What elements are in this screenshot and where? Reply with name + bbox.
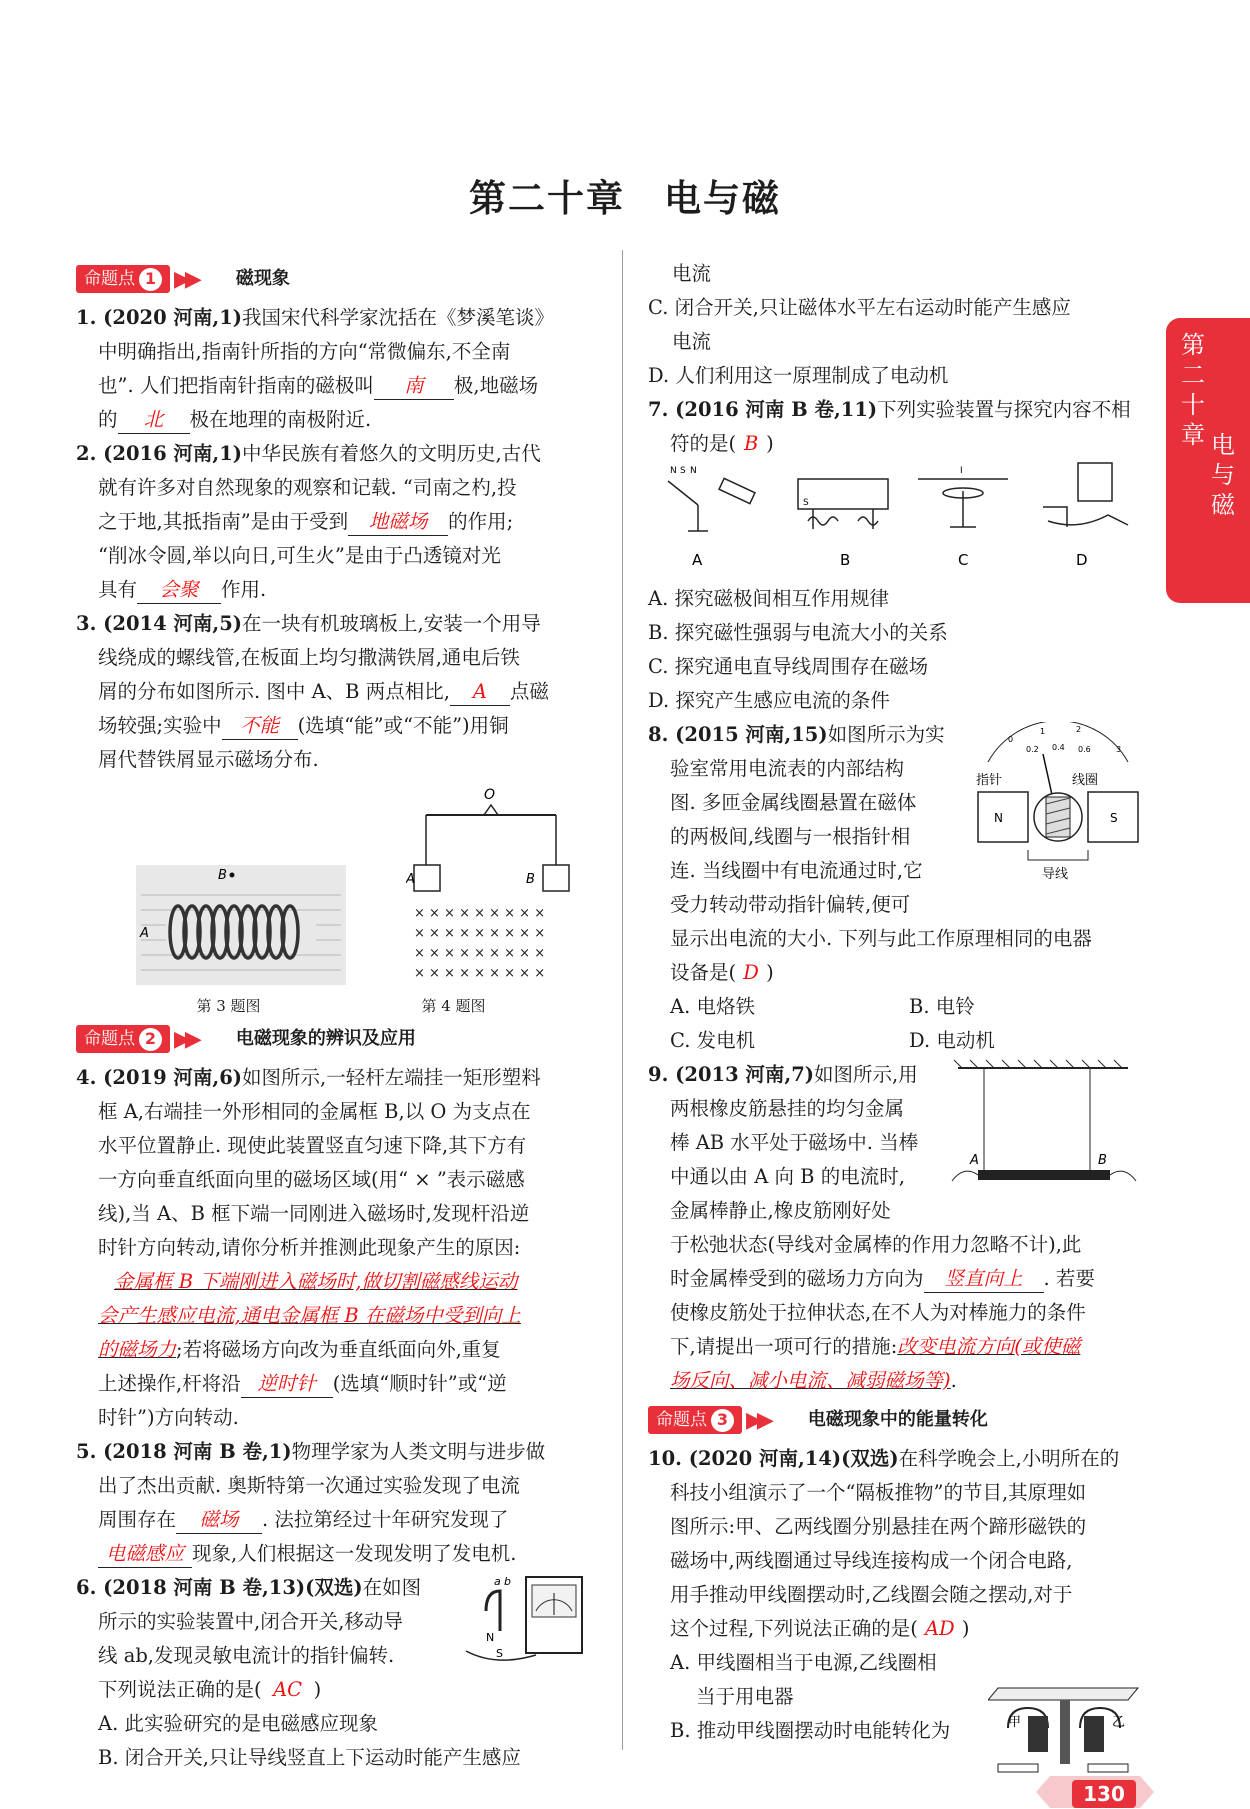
question-text: 屑的分布如图所示. 图中 A、B 两点相比, (98, 680, 450, 703)
option-b-continued: 电流 (672, 262, 712, 285)
question-source: 9. (2013 河南,7) (648, 1063, 815, 1086)
option-c: C. 闭合开关,只让磁体水平左右运动时能产生感应 (648, 296, 1071, 319)
question-text: 具有 (98, 578, 138, 601)
key-point-tag (76, 1025, 170, 1053)
rod-end-a-label: A (970, 1153, 979, 1168)
page-number: 130 (1072, 1780, 1136, 1808)
double-arrow-icon: ▶▶ (174, 266, 196, 292)
option-a-continued: 当于用电器 (696, 1685, 794, 1708)
svg-text:I: I (960, 466, 963, 476)
option-b: B. 推动甲线圈摆动时电能转化为 (670, 1719, 951, 1742)
question-6 (76, 1571, 606, 1775)
svg-text:a: a (494, 1575, 501, 1588)
question-text: 中华民族有着悠久的文明历史,古代 (242, 442, 541, 465)
question-text: 框 A,右端挂一外形相同的金属框 B,以 O 为支点在 (98, 1100, 531, 1123)
question-text: 作用. (221, 578, 267, 601)
svg-text:S: S (496, 1647, 503, 1660)
figure-label-d: D (1076, 551, 1088, 569)
answer-blank: 电磁感应 (98, 1541, 192, 1568)
key-point-number: 1 (139, 268, 162, 291)
key-point-number: 2 (139, 1028, 162, 1051)
right-column (648, 257, 1160, 1748)
side-tab-char: 第 (1181, 331, 1205, 359)
question-text: 的两极间,线圈与一根指针相 (670, 825, 911, 848)
question-text: 如图所示,一轻杆左端挂一矩形塑料 (242, 1066, 541, 1089)
question-source: 4. (2019 河南,6) (76, 1066, 243, 1089)
question-10 (648, 1442, 1160, 1748)
question-text: 现象,人们根据这一发现发明了发电机. (192, 1542, 517, 1565)
answer-blank: 逆时针 (241, 1371, 333, 1398)
question-text: 时针”)方向转动. (98, 1406, 239, 1429)
option-c-continued: 电流 (672, 330, 712, 353)
question-text: 中明确指出,指南针所指的方向“常微偏东,不全南 (98, 340, 511, 363)
answer-blank: 竖直向上 (924, 1266, 1044, 1293)
question-text: 物理学家为人类文明与进步做 (291, 1440, 546, 1463)
solenoid-iron-filings-figure (136, 865, 346, 985)
question-8 (648, 718, 1160, 1058)
north-pole-label: N (994, 811, 1003, 825)
question-7 (648, 393, 1160, 718)
side-tab-char: 二 (1181, 361, 1205, 389)
answer-text: 改变电流方向(或使磁 (897, 1335, 1081, 1358)
question-text: ) (766, 961, 774, 984)
question-text: 上述操作,杆将沿 (98, 1372, 241, 1395)
question-text: 我国宋代科学家沈括在《梦溪笔谈》 (242, 306, 555, 329)
question-text: 所示的实验装置中,闭合开关,移动导 (98, 1610, 403, 1633)
question-text: 线绕成的螺线管,在板面上均匀撒满铁屑,通电后铁 (98, 646, 520, 669)
question-text: 点磁 (509, 680, 549, 703)
answer-blank: 磁场 (176, 1507, 262, 1534)
question-text: . 法拉第经过十年研究发现了 (262, 1508, 509, 1531)
svg-text:S: S (680, 466, 686, 476)
south-pole-label: S (1110, 811, 1118, 825)
question-text: 一方向垂直纸面向里的磁场区域(用“ × ”表示磁感 (98, 1168, 525, 1191)
question-text: “削冰令圆,举以向日,可生火”是由于凸透镜对光 (98, 544, 501, 567)
question-text: ) (961, 1617, 970, 1640)
experiment-options-figure (648, 461, 1148, 571)
question-tag: (双选) (305, 1576, 363, 1599)
svg-text:× × × × × × × × ×: × × × × × × × × × (414, 906, 546, 921)
question-text: ;若将磁场方向改为垂直纸面向外,重复 (176, 1338, 501, 1361)
option-d: D. 电动机 (909, 1029, 995, 1052)
question-text: . (950, 1369, 957, 1392)
left-column (76, 257, 606, 1775)
option-c: C. 发电机 (670, 1029, 756, 1052)
frame-a-label: A (406, 872, 415, 887)
options-grid (648, 990, 1160, 1058)
question-source: 7. (2016 河南 B 卷,11) (648, 398, 878, 421)
wire-label: 导线 (1042, 867, 1069, 882)
svg-text:× × × × × × × × ×: × × × × × × × × × (414, 926, 546, 941)
question-text: 极在地理的南极附近. (189, 408, 372, 431)
question-text: 图所示:甲、乙两线圈分别悬挂在两个蹄形磁铁的 (670, 1515, 1087, 1538)
frame-b-label: B (526, 872, 535, 887)
key-point-2-header (76, 1021, 606, 1057)
pivot-o-label: O (484, 787, 496, 803)
question-text: 场较强;实验中 (98, 714, 222, 737)
question-text: 下,请提出一项可行的措施: (670, 1335, 898, 1358)
svg-text:S: S (803, 498, 809, 508)
question-text: 符的是( (670, 432, 737, 455)
key-point-label: 命题点 (84, 1029, 135, 1049)
svg-text:N: N (690, 466, 697, 476)
question-text: 如图所示,用 (814, 1063, 918, 1086)
question-text: ) (766, 432, 774, 455)
question-source: 5. (2018 河南 B 卷,1) (76, 1440, 292, 1463)
question-text: 下列说法正确的是( (98, 1678, 262, 1701)
key-point-name: 电磁现象中的能量转化 (807, 1409, 988, 1430)
question-text: 极,地磁场 (453, 374, 539, 397)
question-text: 周围存在 (98, 1508, 177, 1531)
key-point-label: 命题点 (84, 269, 135, 289)
question-3 (76, 607, 606, 777)
answer-blank: 会聚 (137, 577, 221, 604)
option-c: C. 探究通电直导线周围存在磁场 (648, 655, 929, 678)
figure-3-caption: 第 3 题图 (196, 997, 261, 1015)
question-text: 时金属棒受到的磁场力方向为 (670, 1267, 924, 1290)
svg-text:1: 1 (1040, 727, 1046, 736)
question-text: 在一块有机玻璃板上,安装一个用导 (242, 612, 541, 635)
answer-text: 会产生感应电流,通电金属框 B 在磁场中受到向上 (98, 1304, 521, 1327)
option-a: A. 电烙铁 (670, 995, 755, 1018)
question-text: 水平位置静止. 现使此装置竖直匀速下降,其下方有 (98, 1134, 527, 1157)
option-d: D. 人们利用这一原理制成了电动机 (648, 364, 949, 387)
question-text: 出了杰出贡献. 奥斯特第一次通过实验发现了电流 (98, 1474, 520, 1497)
figure-4-caption: 第 4 题图 (421, 997, 486, 1015)
question-source: 10. (2020 河南,14) (648, 1447, 842, 1470)
question-text: 金属棒静止,橡皮筋刚好处 (670, 1199, 891, 1222)
question-source: 3. (2014 河南,5) (76, 612, 243, 635)
option-a: A. 此实验研究的是电磁感应现象 (98, 1712, 378, 1735)
question-text: 在科学晚会上,小明所在的 (898, 1447, 1120, 1470)
side-tab-chapter-column (1181, 330, 1205, 591)
side-tab-topic-column (1211, 330, 1235, 591)
answer-blank: 地磁场 (348, 509, 448, 536)
svg-text:2: 2 (1076, 725, 1082, 734)
answer-blank: 不能 (222, 713, 298, 740)
ammeter-structure-figure (968, 722, 1148, 882)
side-tab-char: 十 (1181, 391, 1205, 419)
question-source: 6. (2018 河南 B 卷,13) (76, 1576, 306, 1599)
question-text: 磁场中,两线圈通过导线连接构成一个闭合电路, (670, 1549, 1073, 1572)
question-5 (76, 1435, 606, 1571)
key-point-tag (76, 265, 170, 293)
question-text: 线 ab,发现灵敏电流计的指针偏转. (98, 1644, 395, 1667)
question-text: 的作用; (448, 510, 514, 533)
question-text: 棒 AB 水平处于磁场中. 当棒 (670, 1131, 919, 1154)
question-text: 图. 多匝金属线圈悬置在磁体 (670, 791, 917, 814)
suspended-rod-figure (948, 1058, 1138, 1198)
figures-3-4 (76, 777, 606, 995)
question-text: 显示出电流的大小. 下列与此工作原理相同的电器 (670, 927, 1092, 950)
question-text: 连. 当线圈中有电流通过时,它 (670, 859, 923, 882)
answer-text: 场反向、减小电流、减弱磁场等) (670, 1369, 951, 1392)
question-text: 时针方向转动,请你分析并推测此现象产生的原因: (98, 1236, 521, 1259)
question-tag: (双选) (841, 1447, 899, 1470)
question-text: 科技小组演示了一个“隔板推物”的节目,其原理如 (670, 1481, 1087, 1504)
coil-yi-label: 乙 (1112, 1715, 1126, 1730)
question-text: 在如图 (362, 1576, 422, 1599)
figure-label-a: A (692, 551, 703, 569)
answer-blank: 南 (374, 373, 454, 400)
question-text: 使橡皮筋处于拉伸状态,在不人为对棒施力的条件 (670, 1301, 1086, 1324)
question-text: 受力转动带动指针偏转,便可 (670, 893, 911, 916)
key-point-3-header (648, 1402, 1160, 1438)
question-1 (76, 301, 606, 437)
question-4 (76, 1061, 606, 1435)
pointer-label: 指针 (976, 773, 1003, 788)
answer-choice: AC (273, 1678, 303, 1701)
svg-text:× × × × × × × × ×: × × × × × × × × × (414, 946, 546, 961)
point-a-label: A (140, 926, 149, 941)
option-b: B. 电铃 (909, 995, 975, 1018)
lever-frames-field-figure (406, 785, 576, 995)
svg-text:× × × × × × × × ×: × × × × × × × × × (414, 966, 546, 981)
question-9 (648, 1058, 1160, 1398)
chapter-side-tab (1166, 318, 1250, 603)
question-text: 下列实验装置与探究内容不相 (877, 398, 1131, 421)
question-text: 中通以由 A 向 B 的电流时, (670, 1165, 905, 1188)
key-point-1-header (76, 261, 606, 297)
option-b: B. 闭合开关,只让导线竖直上下运动时能产生感应 (98, 1746, 521, 1769)
side-tab-char: 与 (1211, 461, 1235, 489)
question-2 (76, 437, 606, 607)
key-point-label: 命题点 (656, 1410, 707, 1430)
side-tab-char: 电 (1211, 431, 1235, 459)
column-divider (622, 250, 623, 1750)
side-tab-char: 磁 (1211, 491, 1235, 519)
question-source: 8. (2015 河南,15) (648, 723, 828, 746)
answer-blank: 北 (118, 407, 190, 434)
question-text: 用手推动甲线圈摆动时,乙线圈会随之摆动,对于 (670, 1583, 1073, 1606)
chapter-title: 第二十章 电与磁 (469, 177, 781, 220)
point-b-label: B (218, 868, 227, 883)
coil-jia-label: 甲 (1008, 1715, 1022, 1730)
question-6-continued (648, 257, 1160, 393)
question-text: 设备是( (670, 961, 737, 984)
side-tab-char: 章 (1181, 421, 1205, 449)
question-source: 1. (2020 河南,1) (76, 306, 243, 329)
question-text: (选填“能”或“不能”)用铜 (297, 714, 509, 737)
svg-text:0.4: 0.4 (1052, 743, 1065, 752)
question-text: 验室常用电流表的内部结构 (670, 757, 905, 780)
induction-experiment-figure (456, 1571, 586, 1667)
option-b: B. 探究磁性强弱与电流大小的关系 (648, 621, 948, 644)
svg-text:N: N (486, 1631, 495, 1644)
svg-text:0.2: 0.2 (1026, 745, 1039, 754)
svg-text:0.6: 0.6 (1078, 745, 1091, 754)
question-text: 之于地,其抵指南”是由于受到 (98, 510, 349, 533)
question-text: 的 (98, 408, 118, 431)
figure-label-b: B (840, 551, 851, 569)
key-point-name: 电磁现象的辨识及应用 (235, 1028, 416, 1049)
svg-text:N: N (670, 466, 677, 476)
option-a: A. 甲线圈相当于电源,乙线圈相 (670, 1651, 937, 1674)
answer-text: 的磁场力 (98, 1338, 177, 1361)
svg-text:3: 3 (1116, 745, 1122, 754)
question-text: 也”. 人们把指南针指南的磁极叫 (98, 374, 374, 397)
answer-blank: A (450, 679, 510, 706)
question-text: 两根橡皮筋悬挂的均匀金属 (670, 1097, 905, 1120)
question-text: 屑代替铁屑显示磁场分布. (98, 748, 319, 771)
question-text: (选填“顺时针”或“逆 (332, 1372, 507, 1395)
answer-text: 金属框 B 下端刚进入磁场时,做切割磁感线运动 (114, 1270, 518, 1293)
question-text: 于松弛状态(导线对金属棒的作用力忽略不计),此 (670, 1233, 1082, 1256)
question-text: . 若要 (1043, 1267, 1095, 1290)
question-source: 2. (2016 河南,1) (76, 442, 243, 465)
double-arrow-icon: ▶▶ (746, 1407, 768, 1433)
question-text: 如图所示为实 (827, 723, 945, 746)
key-point-name: 磁现象 (235, 268, 290, 289)
option-d: D. 探究产生感应电流的条件 (648, 689, 890, 712)
key-point-tag (648, 1406, 742, 1434)
answer-choice: B (743, 432, 759, 455)
coil-label: 线圈 (1072, 773, 1099, 788)
rod-end-b-label: B (1098, 1153, 1107, 1168)
question-text: 线),当 A、B 框下端一同刚进入磁场时,发现杆沿逆 (98, 1202, 530, 1225)
partition-push-figure (988, 1678, 1148, 1778)
key-point-number: 3 (711, 1409, 734, 1432)
double-arrow-icon: ▶▶ (174, 1026, 196, 1052)
figure-captions (76, 995, 606, 1017)
svg-text:b: b (504, 1575, 511, 1588)
svg-text:0: 0 (1008, 735, 1014, 744)
option-a: A. 探究磁极间相互作用规律 (648, 587, 889, 610)
answer-choice: D (743, 961, 759, 984)
question-text: ) (313, 1678, 322, 1701)
figure-label-c: C (958, 551, 969, 569)
answer-choice: AD (924, 1617, 955, 1640)
question-text: 这个过程,下列说法正确的是( (670, 1617, 918, 1640)
question-text: 就有许多对自然现象的观察和记载. “司南之杓,投 (98, 476, 517, 499)
